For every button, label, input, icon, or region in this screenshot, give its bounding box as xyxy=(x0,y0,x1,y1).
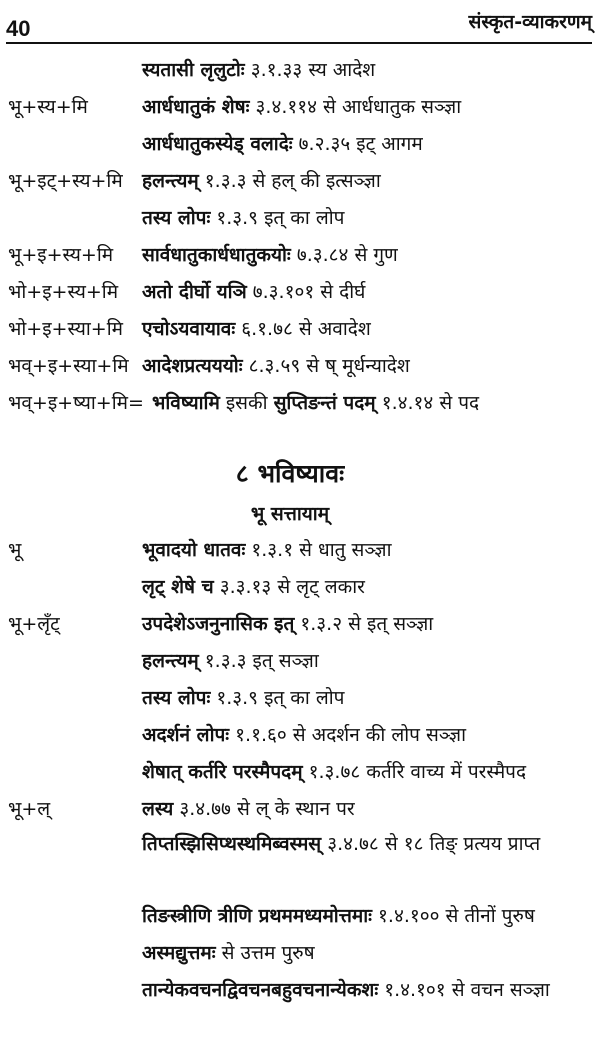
derivation-row xyxy=(0,935,600,972)
sutra-name: तस्य लोपः xyxy=(142,687,211,709)
page-number: 40 xyxy=(6,16,31,41)
rule-text xyxy=(142,717,466,754)
derivation-row xyxy=(0,52,600,89)
rule-text xyxy=(142,935,315,972)
derivation-form: भू+इ+स्य+मि xyxy=(8,244,114,266)
derivation-form: भव्+इ+स्या+मि xyxy=(8,355,129,377)
derivation-form: भू+ल् xyxy=(8,798,51,820)
sutra-explanation: १.४.१४ से पद xyxy=(375,392,480,414)
sutra-explanation: १.३.३ इत् सञ्ज्ञा xyxy=(198,650,319,672)
derivation-row xyxy=(0,754,600,791)
derivation-form: भू+लृँट् xyxy=(8,613,60,635)
rule-text xyxy=(142,754,526,791)
rule-text xyxy=(152,385,479,422)
rule-text xyxy=(142,606,433,643)
page-header xyxy=(6,2,592,44)
rule-text xyxy=(142,972,550,1009)
sutra-explanation: १.३.१ से धातु सञ्ज्ञा xyxy=(245,539,392,561)
derivation-form: भू+इट्+स्य+मि xyxy=(8,170,123,192)
sutra-name: आर्धधातुकस्येड् वलादेः xyxy=(142,133,293,155)
derivation-row xyxy=(0,274,600,311)
section-title: ८ भविष्यावः xyxy=(235,459,345,488)
derivation-form: भव्+इ+ष्या+मि= xyxy=(8,392,144,414)
derivation-row xyxy=(0,89,600,126)
sutra-name: भूवादयो धातवः xyxy=(142,539,246,561)
sutra-name: तिङस्त्रीणि त्रीणि प्रथममध्यमोत्तमाः xyxy=(142,905,372,927)
derivation-form: भो+इ+स्य+मि xyxy=(8,281,119,303)
derivation-form: भू+स्य+मि xyxy=(8,96,88,118)
derivation-row xyxy=(0,972,600,1009)
sutra-name: अस्मद्युत्तमः xyxy=(142,942,216,964)
derivation-row xyxy=(0,126,600,163)
sutra-explanation: १.१.६० से अदर्शन की लोप सञ्ज्ञा xyxy=(229,724,466,746)
sutra-explanation: १.४.१०१ से वचन सञ्ज्ञा xyxy=(378,979,550,1001)
sutra-name: हलन्त्यम् xyxy=(142,650,199,672)
rule-text xyxy=(142,348,410,385)
book-title: संस्कृत-व्याकरणम् xyxy=(468,11,592,33)
derivation-form: भो+इ+स्या+मि xyxy=(8,318,123,340)
rule-text xyxy=(142,828,600,861)
rule-text xyxy=(142,200,344,237)
sutra-explanation: ७.३.१०१ से दीर्घ xyxy=(246,281,366,303)
sutra-explanation: १.३.२ से इत् सञ्ज्ञा xyxy=(294,613,434,635)
sutra-explanation: ६.१.७८ से अवादेश xyxy=(235,318,371,340)
sutra-explanation: १.३.९ इत् का लोप xyxy=(210,207,345,229)
sutra-name: तस्य लोपः xyxy=(142,207,211,229)
rule-text xyxy=(142,89,461,126)
sutra-explanation: से उत्तम पुरुष xyxy=(215,942,315,964)
sutra-explanation: ७.२.३५ इट् आगम xyxy=(292,133,423,155)
rule-text xyxy=(142,569,365,606)
derivation-row xyxy=(0,828,600,898)
sutra-name: अदर्शनं लोपः xyxy=(142,724,230,746)
derivation-row xyxy=(0,717,600,754)
sutra-explanation: १.३.७८ कर्तरि वाच्य में परस्मैपद xyxy=(302,761,527,783)
sutra-name: तिप्तस्झिसिप्थस्थमिब्वस्मस् xyxy=(142,833,322,855)
sutra-name: तान्येकवचनद्विवचनबहुवचनान्येकशः xyxy=(142,979,379,1001)
rule-text xyxy=(142,237,398,274)
derivation-row xyxy=(0,200,600,237)
rule-text xyxy=(142,52,375,89)
derivation-row xyxy=(0,385,600,422)
sutra-name: सुप्तिङन्तं पदम् xyxy=(273,392,376,414)
sutra-explanation: ३.३.१३ से लृट् लकार xyxy=(213,576,365,598)
derivation-row xyxy=(0,606,600,643)
sutra-explanation: ३.४.७८ से १८ तिङ् प्रत्यय प्राप्त xyxy=(321,833,541,855)
rule-text xyxy=(142,791,355,828)
rule-text xyxy=(142,163,381,200)
rule-text xyxy=(142,126,423,163)
section-subtitle: भू सत्तायाम् xyxy=(250,503,330,525)
rule-text xyxy=(142,274,365,311)
derivation-row xyxy=(0,311,600,348)
sutra-explanation: ३.४.७७ से ल् के स्थान पर xyxy=(173,798,355,820)
sutra-explanation: ८.३.५९ से ष् मूर्धन्यादेश xyxy=(242,355,410,377)
sutra-explanation: १.३.९ इत् का लोप xyxy=(210,687,345,709)
sutra-name: आर्धधातुकं शेषः xyxy=(142,96,250,118)
rule-text xyxy=(142,680,344,717)
derivation-row xyxy=(0,237,600,274)
derivation-form: भू xyxy=(8,539,22,561)
rule-text xyxy=(142,532,392,569)
rule-text xyxy=(142,643,319,680)
sutra-explanation: १.४.१०० से तीनों पुरुष xyxy=(371,905,535,927)
rule-text xyxy=(142,311,371,348)
sutra-name: उपदेशेऽजनुनासिक इत् xyxy=(142,613,295,635)
sutra-name: आदेशप्रत्यययोः xyxy=(142,355,243,377)
sutra-name: अतो दीर्घो यञि xyxy=(142,281,247,303)
sutra-name: सार्वधातुकार्धधातुकयोः xyxy=(142,244,291,266)
rule-text xyxy=(142,898,535,935)
sutra-explanation: ७.३.८४ से गुण xyxy=(290,244,398,266)
connector-text: इसकी xyxy=(219,392,274,414)
sutra-explanation: ३.१.३३ स्य आदेश xyxy=(244,59,376,81)
derivation-row xyxy=(0,569,600,606)
page-content xyxy=(0,52,600,1009)
sutra-name: एचोऽयवायावः xyxy=(142,318,236,340)
derivation-row xyxy=(0,532,600,569)
sutra-name: लृट् शेषे च xyxy=(142,576,214,598)
final-word: भविष्यामि xyxy=(152,392,220,414)
sutra-name: स्यतासी लृलुटोः xyxy=(142,59,245,81)
sutra-explanation: १.३.३ से हल् की इत्सञ्ज्ञा xyxy=(198,170,381,192)
derivation-row xyxy=(0,791,600,828)
sutra-name: हलन्त्यम् xyxy=(142,170,199,192)
sutra-name: लस्य xyxy=(142,798,174,820)
derivation-row xyxy=(0,898,600,935)
derivation-row xyxy=(0,163,600,200)
derivation-row xyxy=(0,680,600,717)
derivation-row xyxy=(0,643,600,680)
derivation-row xyxy=(0,348,600,385)
sutra-explanation: ३.४.११४ से आर्धधातुक सञ्ज्ञा xyxy=(249,96,462,118)
sutra-name: शेषात् कर्तरि परस्मैपदम् xyxy=(142,761,303,783)
